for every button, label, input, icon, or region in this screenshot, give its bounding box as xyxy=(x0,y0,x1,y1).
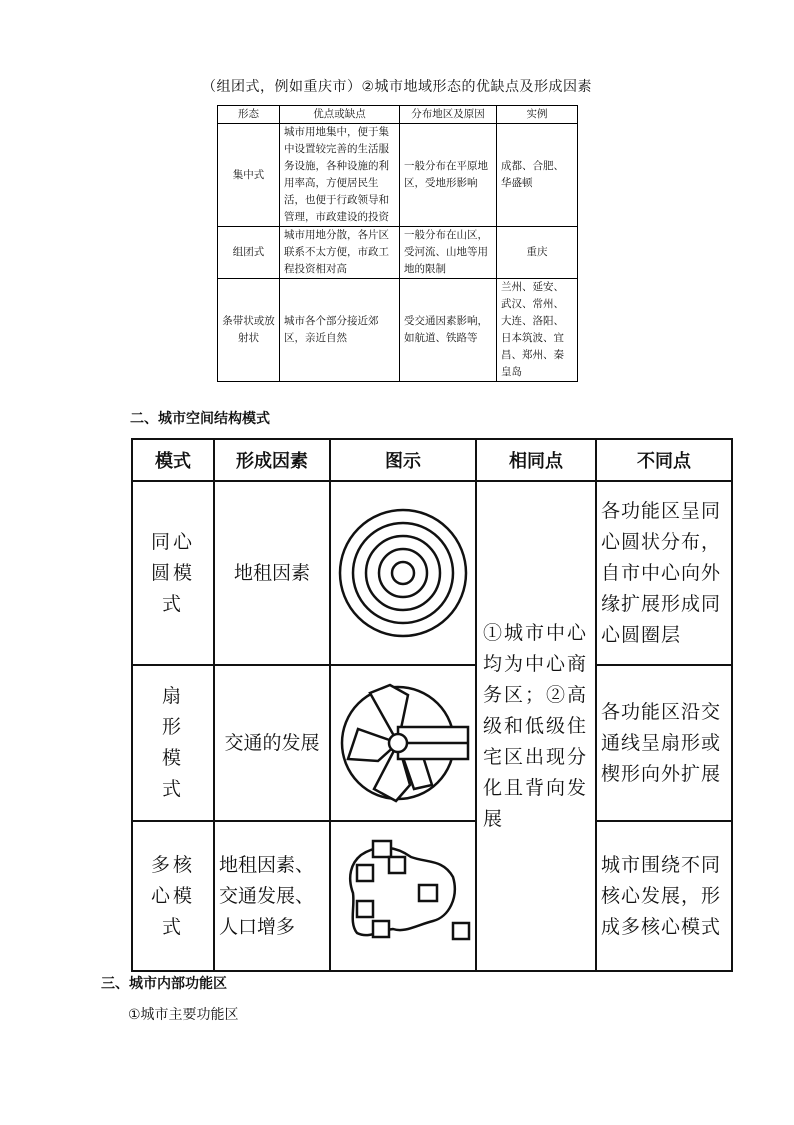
cell-pros-cons: 城市各个部分接近郊区，亲近自然 xyxy=(280,279,400,382)
header-pros-cons: 优点或缺点 xyxy=(280,106,400,124)
cell-difference: 城市围绕不同核心发展，形成多核心模式 xyxy=(596,821,732,971)
cell-form: 集中式 xyxy=(218,124,280,227)
multi-nuclei-icon xyxy=(330,821,476,971)
table-row xyxy=(218,279,578,382)
header-different: 不同点 xyxy=(596,439,732,481)
header-diagram: 图示 xyxy=(330,439,476,481)
cell-mode: 扇形模式 xyxy=(132,665,214,821)
cell-pros-cons: 城市用地分散，各片区联系不太方便，市政工程投资相对高 xyxy=(280,227,400,279)
cell-pros-cons: 城市用地集中，便于集中设置较完善的生活服务设施，各种设施的利用率高，方便居民生活，也便于行政领导和管理，市政建设的投资 xyxy=(280,124,400,227)
list-item: ①城市主要功能区 xyxy=(128,1007,239,1023)
header-same: 相同点 xyxy=(476,439,596,481)
sector-fan-icon xyxy=(330,665,476,821)
table-row xyxy=(218,124,578,227)
table-header-row xyxy=(132,439,732,481)
cell-form: 条带状或放射状 xyxy=(218,279,280,382)
table-header-row xyxy=(218,106,578,124)
table-row xyxy=(132,481,732,665)
caption: （组团式，例如重庆市）②城市地域形态的优缺点及形成因素 xyxy=(201,79,593,95)
cell-mode: 多核心模式 xyxy=(132,821,214,971)
section-heading: 三、城市内部功能区 xyxy=(101,976,227,992)
cell-distribution: 一般分布在山区，受河流、山地等用地的限制 xyxy=(400,227,497,279)
concentric-circles-icon xyxy=(330,481,476,665)
cell-examples: 兰州、延安、武汉、常州、大连、洛阳、日本筑波、宜昌、郑州、秦皇岛 xyxy=(497,279,578,382)
table-row xyxy=(132,821,732,971)
header-factor: 形成因素 xyxy=(214,439,330,481)
cell-same-point: ①城市中心均为中心商务区；②高级和低级住宅区出现分化且背向发展 xyxy=(476,481,596,971)
header-distribution: 分布地区及原因 xyxy=(400,106,497,124)
cell-difference: 各功能区沿交通线呈扇形或楔形向外扩展 xyxy=(596,665,732,821)
cell-factor: 地租因素 xyxy=(214,481,330,665)
cell-factor: 交通的发展 xyxy=(214,665,330,821)
header-mode: 模式 xyxy=(132,439,214,481)
section-heading: 二、城市空间结构模式 xyxy=(130,411,270,427)
table-row xyxy=(132,665,732,821)
cell-examples: 重庆 xyxy=(497,227,578,279)
cell-factor: 地租因素、交通发展、人口增多 xyxy=(214,821,330,971)
cell-examples: 成都、合肥、华盛顿 xyxy=(497,124,578,227)
cell-difference: 各功能区呈同心圆状分布，自市中心向外缘扩展形成同心圆圈层 xyxy=(596,481,732,665)
header-form: 形态 xyxy=(218,106,280,124)
table-row xyxy=(218,227,578,279)
header-examples: 实例 xyxy=(497,106,578,124)
cell-distribution: 受交通因素影响，如航道、铁路等 xyxy=(400,279,497,382)
spatial-structure-table xyxy=(131,438,733,972)
cell-mode: 同心圆模式 xyxy=(132,481,214,665)
cell-form: 组团式 xyxy=(218,227,280,279)
cell-distribution: 一般分布在平原地区，受地形影响 xyxy=(400,124,497,227)
urban-form-table xyxy=(217,105,578,382)
